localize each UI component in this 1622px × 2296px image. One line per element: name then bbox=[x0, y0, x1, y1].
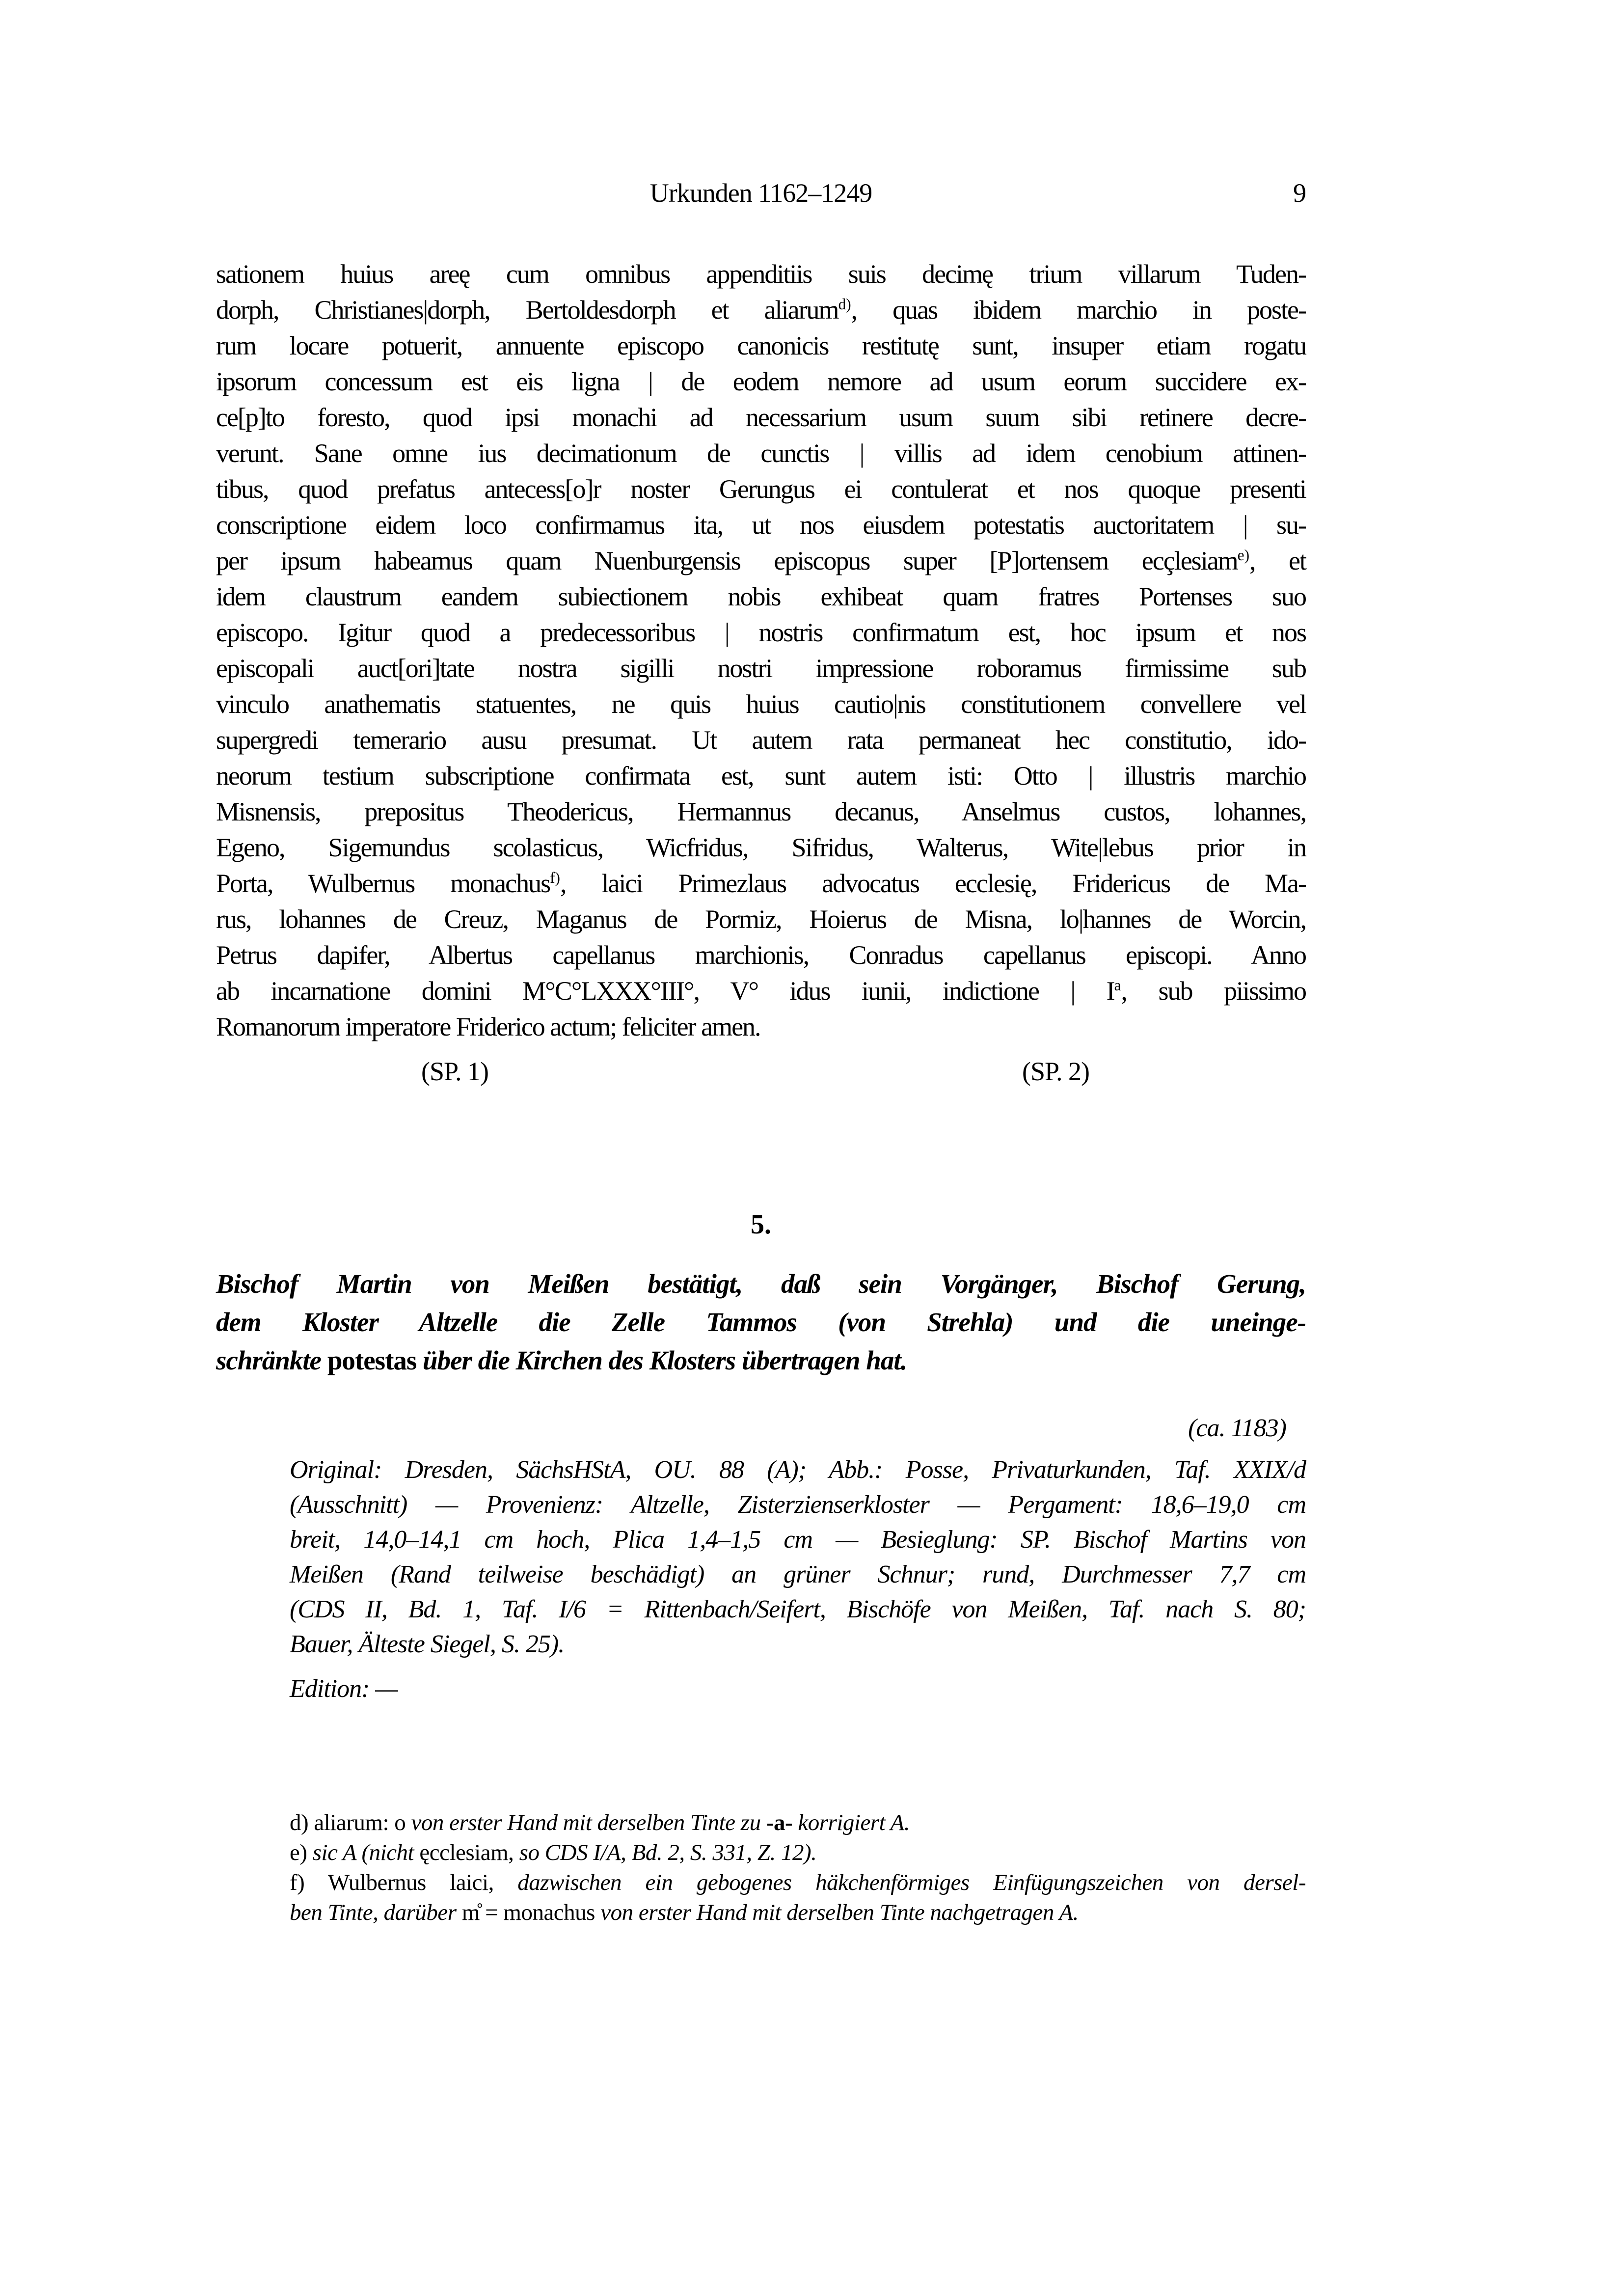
text-segment: f) Wulbernus laici, bbox=[290, 1870, 518, 1895]
text-segment: d) aliarum: o bbox=[290, 1810, 411, 1835]
text-line bbox=[216, 651, 1306, 686]
footnotes-apparatus bbox=[290, 1808, 1306, 1928]
text-line bbox=[216, 902, 1306, 937]
text-line bbox=[290, 1627, 1306, 1662]
text-segment: ab incarnatione domini M°C°LXXX°III°, V° idus iunii, indictione | I bbox=[216, 976, 1114, 1006]
text-segment: schränkte bbox=[216, 1345, 327, 1375]
text-segment: ben Tinte, darüber bbox=[290, 1900, 462, 1925]
text-segment: potestas bbox=[327, 1345, 423, 1375]
text-line bbox=[216, 436, 1306, 471]
page-number: 9 bbox=[1293, 178, 1306, 208]
text-segment: über die Kirchen des Klosters übertragen hat. bbox=[423, 1345, 907, 1375]
text-line bbox=[216, 1341, 1306, 1380]
text-segment: Bauer, Älteste Siegel, S. 25). bbox=[290, 1630, 565, 1658]
text-line bbox=[216, 794, 1306, 830]
text-line bbox=[290, 1838, 1306, 1868]
text-segment: -a- bbox=[766, 1810, 798, 1835]
text-line bbox=[216, 579, 1306, 615]
text-line bbox=[216, 866, 1306, 902]
text-line bbox=[216, 364, 1306, 400]
text-segment: rum locare potuerit, annuente episcopo canonicis restitutę sunt, insuper etiam rogatu bbox=[216, 331, 1306, 360]
text-line bbox=[216, 471, 1306, 507]
edition-note: Edition: — bbox=[290, 1675, 398, 1703]
text-segment: ipsorum concessum est eis ligna | de eodem nemore ad usum eorum succidere ex- bbox=[216, 367, 1306, 396]
text-segment: Meißen (Rand teilweise beschädigt) an grüner Schnur; rund, Durchmesser 7,7 cm bbox=[290, 1560, 1306, 1588]
text-line bbox=[216, 292, 1306, 328]
text-segment: ęcclesiam, bbox=[419, 1840, 519, 1865]
text-line bbox=[216, 543, 1306, 579]
page-header bbox=[216, 175, 1306, 211]
text-line bbox=[216, 256, 1306, 292]
text-segment: Bischof Martin von Meißen bestätigt, daß sein Vorgänger, Bischof Gerung, bbox=[216, 1269, 1306, 1299]
text-segment: (CDS II, Bd. 1, Taf. I/6 = Rittenbach/Seifert, Bischöfe von Meißen, Taf. nach S. 80; bbox=[290, 1595, 1306, 1623]
text-segment: (Ausschnitt) — Provenienz: Altzelle, Zisterzienserkloster — Pergament: 18,6–19,0 cm bbox=[290, 1491, 1306, 1519]
provenance-description bbox=[290, 1452, 1306, 1662]
text-segment: per ipsum habeamus quam Nuenburgensis episcopus super [P]ortensem ecçlesiam bbox=[216, 546, 1238, 575]
text-segment: rus, lohannes de Creuz, Maganus de Pormiz, Hoierus de Misna, lo|hannes de Worcin, bbox=[216, 904, 1306, 934]
footnote-marker: f) bbox=[550, 869, 560, 886]
text-line bbox=[290, 1522, 1306, 1557]
text-segment: , et bbox=[1249, 546, 1306, 575]
entry-date: (ca. 1183) bbox=[1188, 1414, 1286, 1442]
text-line bbox=[290, 1487, 1306, 1522]
text-segment: Egeno, Sigemundus scolasticus, Wicfridus, Sifridus, Walterus, Wite|lebus prior in bbox=[216, 833, 1306, 862]
footnote-marker: e) bbox=[1237, 547, 1249, 564]
text-segment: Petrus dapifer, Albertus capellanus marchionis, Conradus capellanus episcopi. Anno bbox=[216, 940, 1306, 970]
text-segment: dazwischen ein gebogenes häkchenförmiges Einfügungszeichen von dersel- bbox=[517, 1870, 1306, 1895]
text-segment: breit, 14,0–14,1 cm hoch, Plica 1,4–1,5 cm — Besieglung: SP. Bischof Martins von bbox=[290, 1526, 1306, 1554]
text-line bbox=[216, 400, 1306, 436]
text-segment: , quas ibidem marchio in poste- bbox=[851, 295, 1306, 325]
running-title: Urkunden 1162–1249 bbox=[649, 178, 872, 208]
text-line bbox=[216, 328, 1306, 364]
text-segment: tibus, quod prefatus antecess[o]r noster Gerungus ei contulerat et nos quoque presenti bbox=[216, 474, 1306, 504]
text-segment: episcopo. Igitur quod a predecessoribus | nostris confirmatum est, hoc ipsum et nos bbox=[216, 618, 1306, 647]
text-segment: e) bbox=[290, 1840, 313, 1865]
text-segment: m̊ = monachus bbox=[461, 1900, 601, 1925]
footnote-marker: a bbox=[1114, 977, 1121, 994]
text-line bbox=[290, 1557, 1306, 1592]
text-segment: verunt. Sane omne ius decimationum de cunctis | villis ad idem cenobium attinen- bbox=[216, 438, 1306, 468]
text-segment: , laici Primezlaus advocatus ecclesię, Fridericus de Ma- bbox=[560, 869, 1306, 898]
text-line bbox=[216, 973, 1306, 1009]
text-line bbox=[216, 1303, 1306, 1341]
seal-note-1: (SP. 1) bbox=[421, 1057, 489, 1086]
text-segment: Romanorum imperatore Friderico actum; feliciter amen. bbox=[216, 1012, 760, 1041]
text-segment: Misnensis, prepositus Theodericus, Hermannus decanus, Anselmus custos, lohannes, bbox=[216, 797, 1306, 826]
entry-number: 5. bbox=[751, 1209, 771, 1240]
text-line bbox=[216, 758, 1306, 794]
text-line bbox=[290, 1592, 1306, 1627]
text-line bbox=[216, 937, 1306, 973]
text-line bbox=[216, 1265, 1306, 1303]
text-segment: vinculo anathematis statuentes, ne quis huius cautio|nis constitutionem convellere vel bbox=[216, 689, 1306, 719]
text-segment: von erster Hand mit derselben Tinte zu bbox=[411, 1810, 766, 1835]
text-segment: supergredi temerario ausu presumat. Ut autem rata permaneat hec constitutio, ido- bbox=[216, 725, 1306, 755]
text-segment: von erster Hand mit derselben Tinte nachgetragen A. bbox=[600, 1900, 1079, 1925]
text-segment: neorum testium subscriptione confirmata est, sunt autem isti: Otto | illustris marchio bbox=[216, 761, 1306, 791]
text-line bbox=[216, 615, 1306, 651]
text-segment: dorph, Christianes|dorph, Bertoldesdorph et aliarum bbox=[216, 295, 838, 325]
text-segment: sationem huius areę cum omnibus appenditiis suis decimę trium villarum Tuden- bbox=[216, 259, 1306, 289]
footnote-marker: d) bbox=[838, 296, 851, 313]
text-line bbox=[290, 1452, 1306, 1487]
text-line bbox=[290, 1898, 1306, 1928]
text-segment: , sub piissimo bbox=[1121, 976, 1306, 1006]
text-line bbox=[216, 830, 1306, 866]
text-segment: conscriptione eidem loco confirmamus ita, ut nos eiusdem potestatis auctoritatem | su- bbox=[216, 510, 1306, 540]
seal-note-2: (SP. 2) bbox=[1022, 1057, 1090, 1086]
text-line bbox=[216, 1009, 1306, 1045]
text-segment: ce[p]to foresto, quod ipsi monachi ad necessarium usum suum sibi retinere decre- bbox=[216, 403, 1306, 432]
text-line bbox=[216, 722, 1306, 758]
regest-summary bbox=[216, 1265, 1306, 1380]
text-segment: episcopali auct[ori]tate nostra sigilli nostri impressione roboramus firmissime sub bbox=[216, 654, 1306, 683]
text-segment: Original: Dresden, SächsHStA, OU. 88 (A); Abb.: Posse, Privaturkunden, Taf. XXIX/d bbox=[290, 1456, 1306, 1484]
text-line bbox=[216, 686, 1306, 722]
text-segment: idem claustrum eandem subiectionem nobis exhibeat quam fratres Portenses suo bbox=[216, 582, 1306, 611]
text-segment: Porta, Wulbernus monachus bbox=[216, 869, 550, 898]
charter-text bbox=[216, 256, 1306, 1045]
text-line bbox=[290, 1868, 1306, 1898]
text-line bbox=[290, 1808, 1306, 1838]
text-segment: dem Kloster Altzelle die Zelle Tammos (von Strehla) und die uneinge- bbox=[216, 1307, 1306, 1337]
text-segment: so CDS I/A, Bd. 2, S. 331, Z. 12). bbox=[519, 1840, 817, 1865]
text-line bbox=[216, 507, 1306, 543]
text-segment: korrigiert A. bbox=[798, 1810, 910, 1835]
text-segment: sic A (nicht bbox=[312, 1840, 420, 1865]
